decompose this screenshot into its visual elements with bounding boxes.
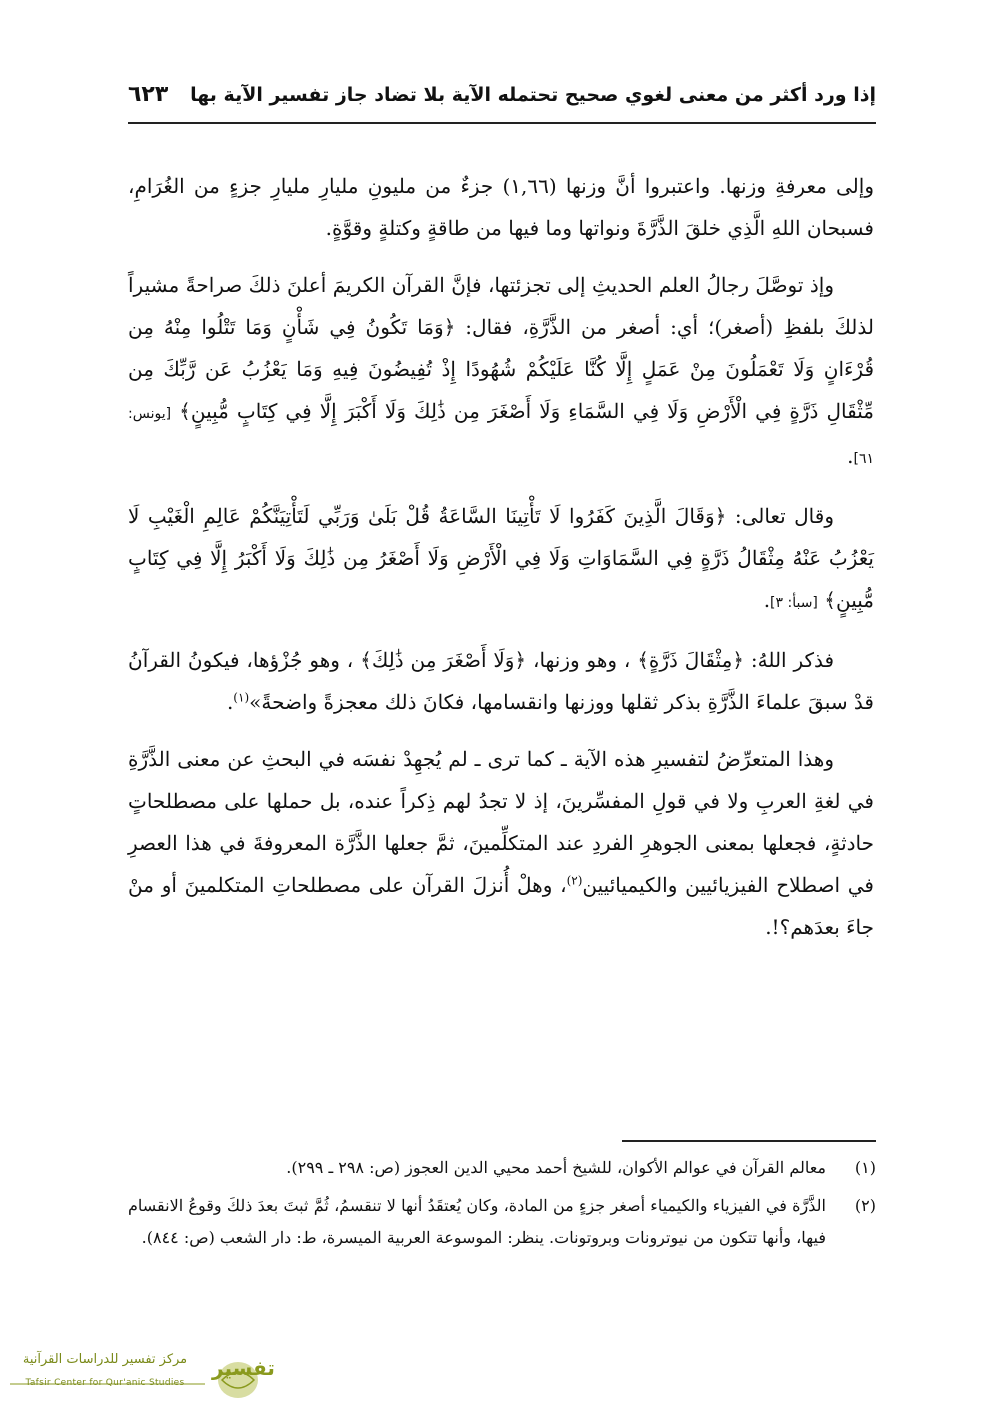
paragraph-5-text-a: وهذا المتعرِّضُ لتفسيرِ هذه الآية ـ كما ترى ـ لم يُجهِدْ نفسَه في البحثِ عن معنى الذَّرَّةِ في لغةِ العربِ ولا في قولِ المفسِّرينَ، إذ لا تجدُ لهم ذِكراً عنده، بل حملها على مصطلحاتٍ حادثةٍ، فجعلها بمعنى الجوهرِ الفردِ عند المتكلِّمينَ، ثمَّ جعلها الذَّرَّة المعروفةَ في هذا العصرِ في اصطلاح الفيزيائيين والكيميائيين bbox=[128, 747, 874, 897]
running-title: إذا ورد أكثر من معنى لغوي صحيح تحتمله الآية بلا تضاد جاز تفسير الآية بها bbox=[190, 84, 876, 106]
logo-subtitle: Tafsir Center for Qur'anic Studies bbox=[25, 1378, 185, 1388]
paragraph-1: وإلى معرفةِ وزنها. واعتبروا أنَّ وزنها (١,٦٦) جزءٌ من مليونِ مليارِ مليارِ جزءٍ من الغُرَامِ، فسبحان اللهِ الَّذِي خلقَ الذَّرَّةَ ونواتها وما فيها من طاقةٍ وكتلةٍ وقوَّةٍ. bbox=[128, 174, 874, 240]
footnote-number: (١) bbox=[854, 1158, 876, 1177]
paragraph-5 bbox=[128, 738, 874, 948]
paragraph-2-text: وإذ توصَّلَ رجالُ العلم الحديثِ إلى تجزئتها، فإنَّ القرآن الكريمَ أعلنَ ذلكَ صراحةً مشيراً لذلكَ بلفظِ (أصغر)؛ أي: أصغر من الذَّرَّةِ، فقال: bbox=[128, 273, 874, 339]
main-text bbox=[128, 165, 874, 963]
paragraph-5-text-b: ، وهلْ أُنزلَ القرآن على مصطلحاتِ المتكلمينَ أو منْ جاءَ بعدَهم؟!. bbox=[128, 873, 874, 939]
footnote-marker-1: (١) bbox=[233, 690, 250, 705]
paragraph-3: وقال تعالى: ﴿وَقَالَ الَّذِينَ كَفَرُوا لَا تَأْتِينَا السَّاعَةُ قُلْ بَلَىٰ وَرَبِّي لَتَأْتِيَنَّكُمْ عَالِمِ الْغَيْبِ لَا يَعْزُبُ عَنْهُ مِثْقَالُ ذَرَّةٍ فِي السَّمَاوَاتِ وَلَا فِي الْأَرْضِ وَلَا أَصْغَرُ مِن ذَٰلِكَ وَلَا أَكْبَرُ إِلَّا فِي كِتَابٍ مُّبِينٍ﴾ [سبأ: ٣]. bbox=[128, 504, 874, 612]
footnote-2 bbox=[128, 1190, 876, 1254]
quran-verse-saba: ﴿وَقَالَ الَّذِينَ كَفَرُوا لَا تَأْتِينَا السَّاعَةُ قُلْ بَلَىٰ وَرَبِّي لَتَأْتِيَنَّكُمْ عَالِمِ الْغَيْبِ لَا يَعْزُبُ عَنْهُ مِثْقَالُ ذَرَّةٍ فِي السَّمَاوَاتِ وَلَا فِي الْأَرْضِ وَلَا أَصْغَرُ مِن ذَٰلِكَ وَلَا أَكْبَرُ إِلَّا فِي كِتَابٍ مُّبِينٍ﴾ bbox=[128, 504, 874, 612]
logo-center-name: مركز تفسير للدراسات القرآنية bbox=[22, 1352, 188, 1367]
paragraph-4-text-a: فذكر اللهُ: bbox=[744, 648, 835, 672]
footnote-number: (٢) bbox=[854, 1196, 876, 1215]
quran-quote-2: ﴿وَلَا أَصْغَرَ مِن ذَٰلِكَ﴾ bbox=[360, 648, 527, 672]
paragraph-3-text: وقال تعالى: bbox=[726, 504, 834, 528]
paragraph-4-text-b: ، وهو وزنها، bbox=[526, 648, 631, 672]
verse-reference: [يونس: ٦١] bbox=[128, 406, 874, 467]
footnote-marker-2: (٢) bbox=[566, 873, 583, 888]
quran-verse-yunus: ﴿وَمَا تَكُونُ فِي شَأْنٍ وَمَا تَتْلُوا مِنْهُ مِن قُرْءَانٍ وَلَا تَعْمَلُونَ مِنْ عَمَلٍ إِلَّا كُنَّا عَلَيْكُمْ شُهُودًا إِذْ تُفِيضُونَ فِيهِ وَمَا يَعْزُبُ عَن رَّبِّكَ مِن مِّثْقَالِ ذَرَّةٍ فِي الْأَرْضِ وَلَا فِي السَّمَاءِ وَلَا أَصْغَرَ مِن ذَٰلِكَ وَلَا أَكْبَرَ إِلَّا فِي كِتَابٍ مُّبِينٍ﴾ bbox=[128, 315, 875, 423]
verse-reference: [سبأ: ٣] bbox=[770, 595, 818, 611]
footnote-1 bbox=[128, 1152, 876, 1184]
paragraph-4-text-c: ، وهو جُزْؤها، فيكونُ القرآنُ قدْ سبقَ علماءَ الذَّرَّةِ بذكر ثقلها ووزنها وانقسامها، فكانَ ذلك معجزةً واضحةً» bbox=[128, 648, 874, 714]
footnote-text: الذَّرَّة في الفيزياء والكيمياء أصغر جزءٍ من المادة، وكان يُعتقَدُ أنها لا تنقسمُ، ثُمَّ ثبتَ بعدَ ذلكَ وقوعُ الانقسام فيها، وأنها تتكون من نيوترونات وبروتونات. ينظر: الموسوعة العربية الميسرة، ط: دار الشعب (ص: ٨٤٤). bbox=[128, 1196, 826, 1247]
footnotes bbox=[128, 1152, 876, 1260]
quran-quote-1: ﴿مِثْقَالَ ذَرَّةٍ﴾ bbox=[637, 648, 745, 672]
page-number: ٦٢٣ bbox=[128, 82, 169, 107]
footnote-text: معالم القرآن في عوالم الأكوان، للشيخ أحمد محيي الدين العجوز (ص: ٢٩٨ ـ ٢٩٩). bbox=[286, 1158, 826, 1177]
paragraph-4: فذكر اللهُ: ﴿مِثْقَالَ ذَرَّةٍ﴾ ، وهو وزنها، ﴿وَلَا أَصْغَرَ مِن ذَٰلِكَ﴾ ، وهو جُزْؤها، فيكونُ القرآنُ قدْ سبقَ علماءَ الذَّرَّةِ بذكر ثقلها ووزنها وانقسامها، فكانَ ذلك معجزةً واضحةً»$^{(١)}$. bbox=[128, 648, 874, 714]
page-header bbox=[128, 76, 876, 122]
paragraph-2: وإذ توصَّلَ رجالُ العلم الحديثِ إلى تجزئتها، فإنَّ القرآن الكريمَ أعلنَ ذلكَ صراحةً مشيراً لذلكَ بلفظِ (أصغر)؛ أي: أصغر من الذَّرَّةِ، فقال: ﴿وَمَا تَكُونُ فِي شَأْنٍ وَمَا تَتْلُوا مِنْهُ مِن قُرْءَانٍ وَلَا تَعْمَلُونَ مِنْ عَمَلٍ إِلَّا كُنَّا عَلَيْكُمْ شُهُودًا إِذْ تُفِيضُونَ فِيهِ وَمَا يَعْزُبُ عَن رَّبِّكَ مِن مِّثْقَالِ ذَرَّةٍ فِي الْأَرْضِ وَلَا فِي السَّمَاءِ وَلَا أَصْغَرَ مِن ذَٰلِكَ وَلَا أَكْبَرَ إِلَّا فِي كِتَابٍ مُّبِينٍ﴾ [يونس: ٦١]. bbox=[128, 273, 875, 468]
footnote-divider bbox=[622, 1140, 876, 1142]
logo-word: تفسير bbox=[212, 1356, 275, 1380]
header-divider bbox=[128, 122, 876, 124]
